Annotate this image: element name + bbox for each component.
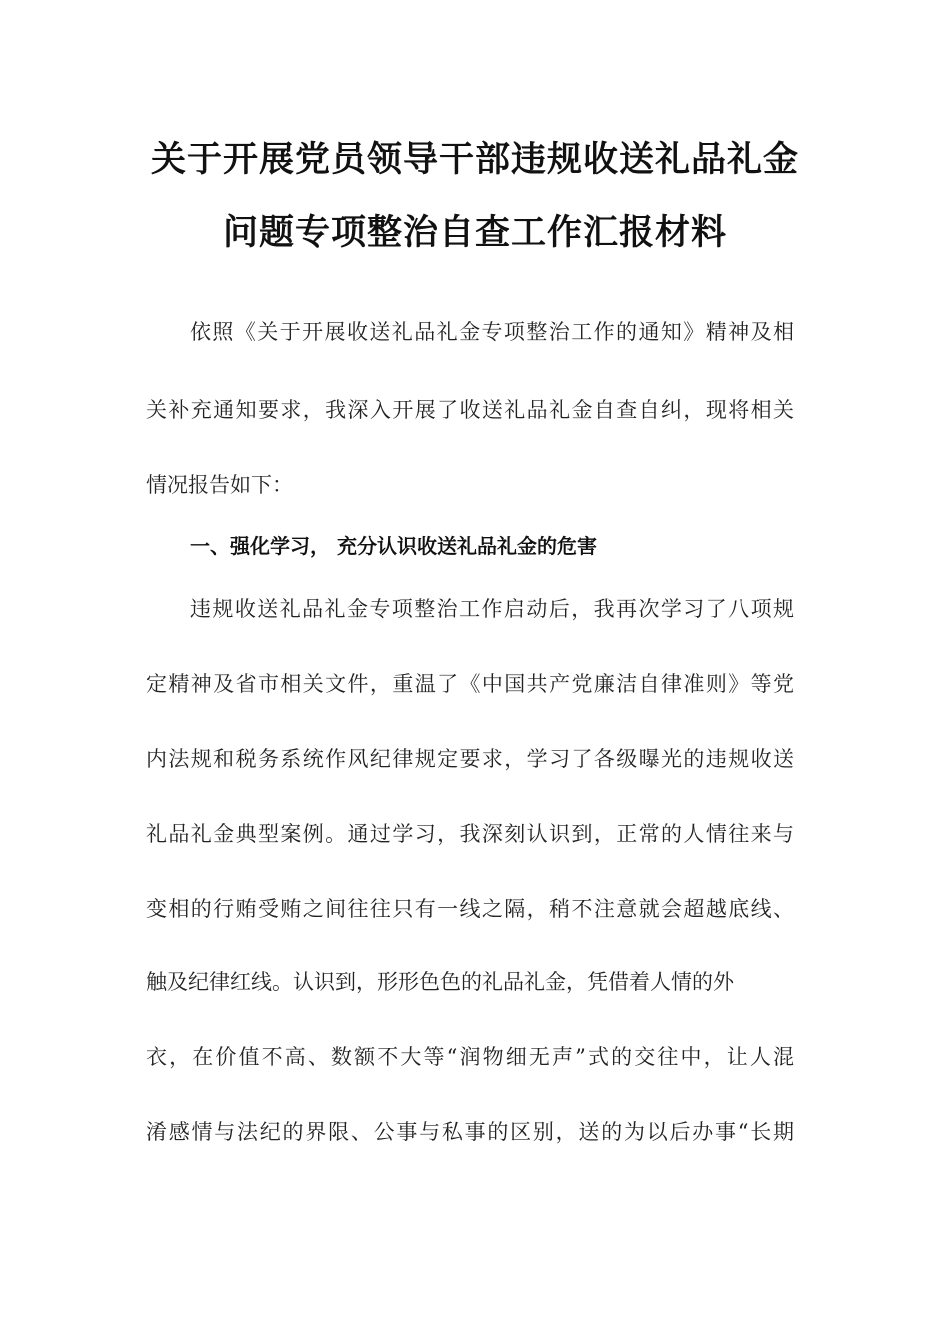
section1-line-3: 内法规和税务系统作风纪律规定要求，学习了各级曝光的违规收送 <box>146 747 794 771</box>
section-heading-1: 一、强化学习， 充分认识收送礼品礼金的危害 <box>190 534 597 558</box>
section1-line-7: 衣，在价值不高、数额不大等“润物细无声”式的交往中，让人混 <box>146 1045 794 1069</box>
section1-line-1: 违规收送礼品礼金专项整治工作启动后，我再次学习了八项规 <box>190 597 794 621</box>
document-title-line-2: 问题专项整治自查工作汇报材料 <box>222 213 727 253</box>
document-title-line-1: 关于开展党员领导干部违规收送礼品礼金 <box>150 140 799 180</box>
section1-line-5: 变相的行贿受贿之间往往只有一线之隔，稍不注意就会超越底线、 <box>146 897 794 921</box>
intro-line-1: 依照《关于开展收送礼品礼金专项整治工作的通知》精神及相 <box>190 320 794 344</box>
section1-line-4: 礼品礼金典型案例。通过学习，我深刻认识到，正常的人情往来与 <box>146 822 794 846</box>
intro-line-3: 情况报告如下： <box>146 473 293 497</box>
section1-line-6: 触及纪律红线。认识到，形形色色的礼品礼金，凭借着人情的外 <box>146 970 734 994</box>
section1-line-8: 淆感情与法纪的界限、公事与私事的区别，送的为以后办事“长期 <box>146 1120 794 1144</box>
intro-line-2: 关补充通知要求，我深入开展了收送礼品礼金自查自纠，现将相关 <box>146 398 794 422</box>
section1-line-2: 定精神及省市相关文件，重温了《中国共产党廉洁自律准则》等党 <box>146 672 794 696</box>
